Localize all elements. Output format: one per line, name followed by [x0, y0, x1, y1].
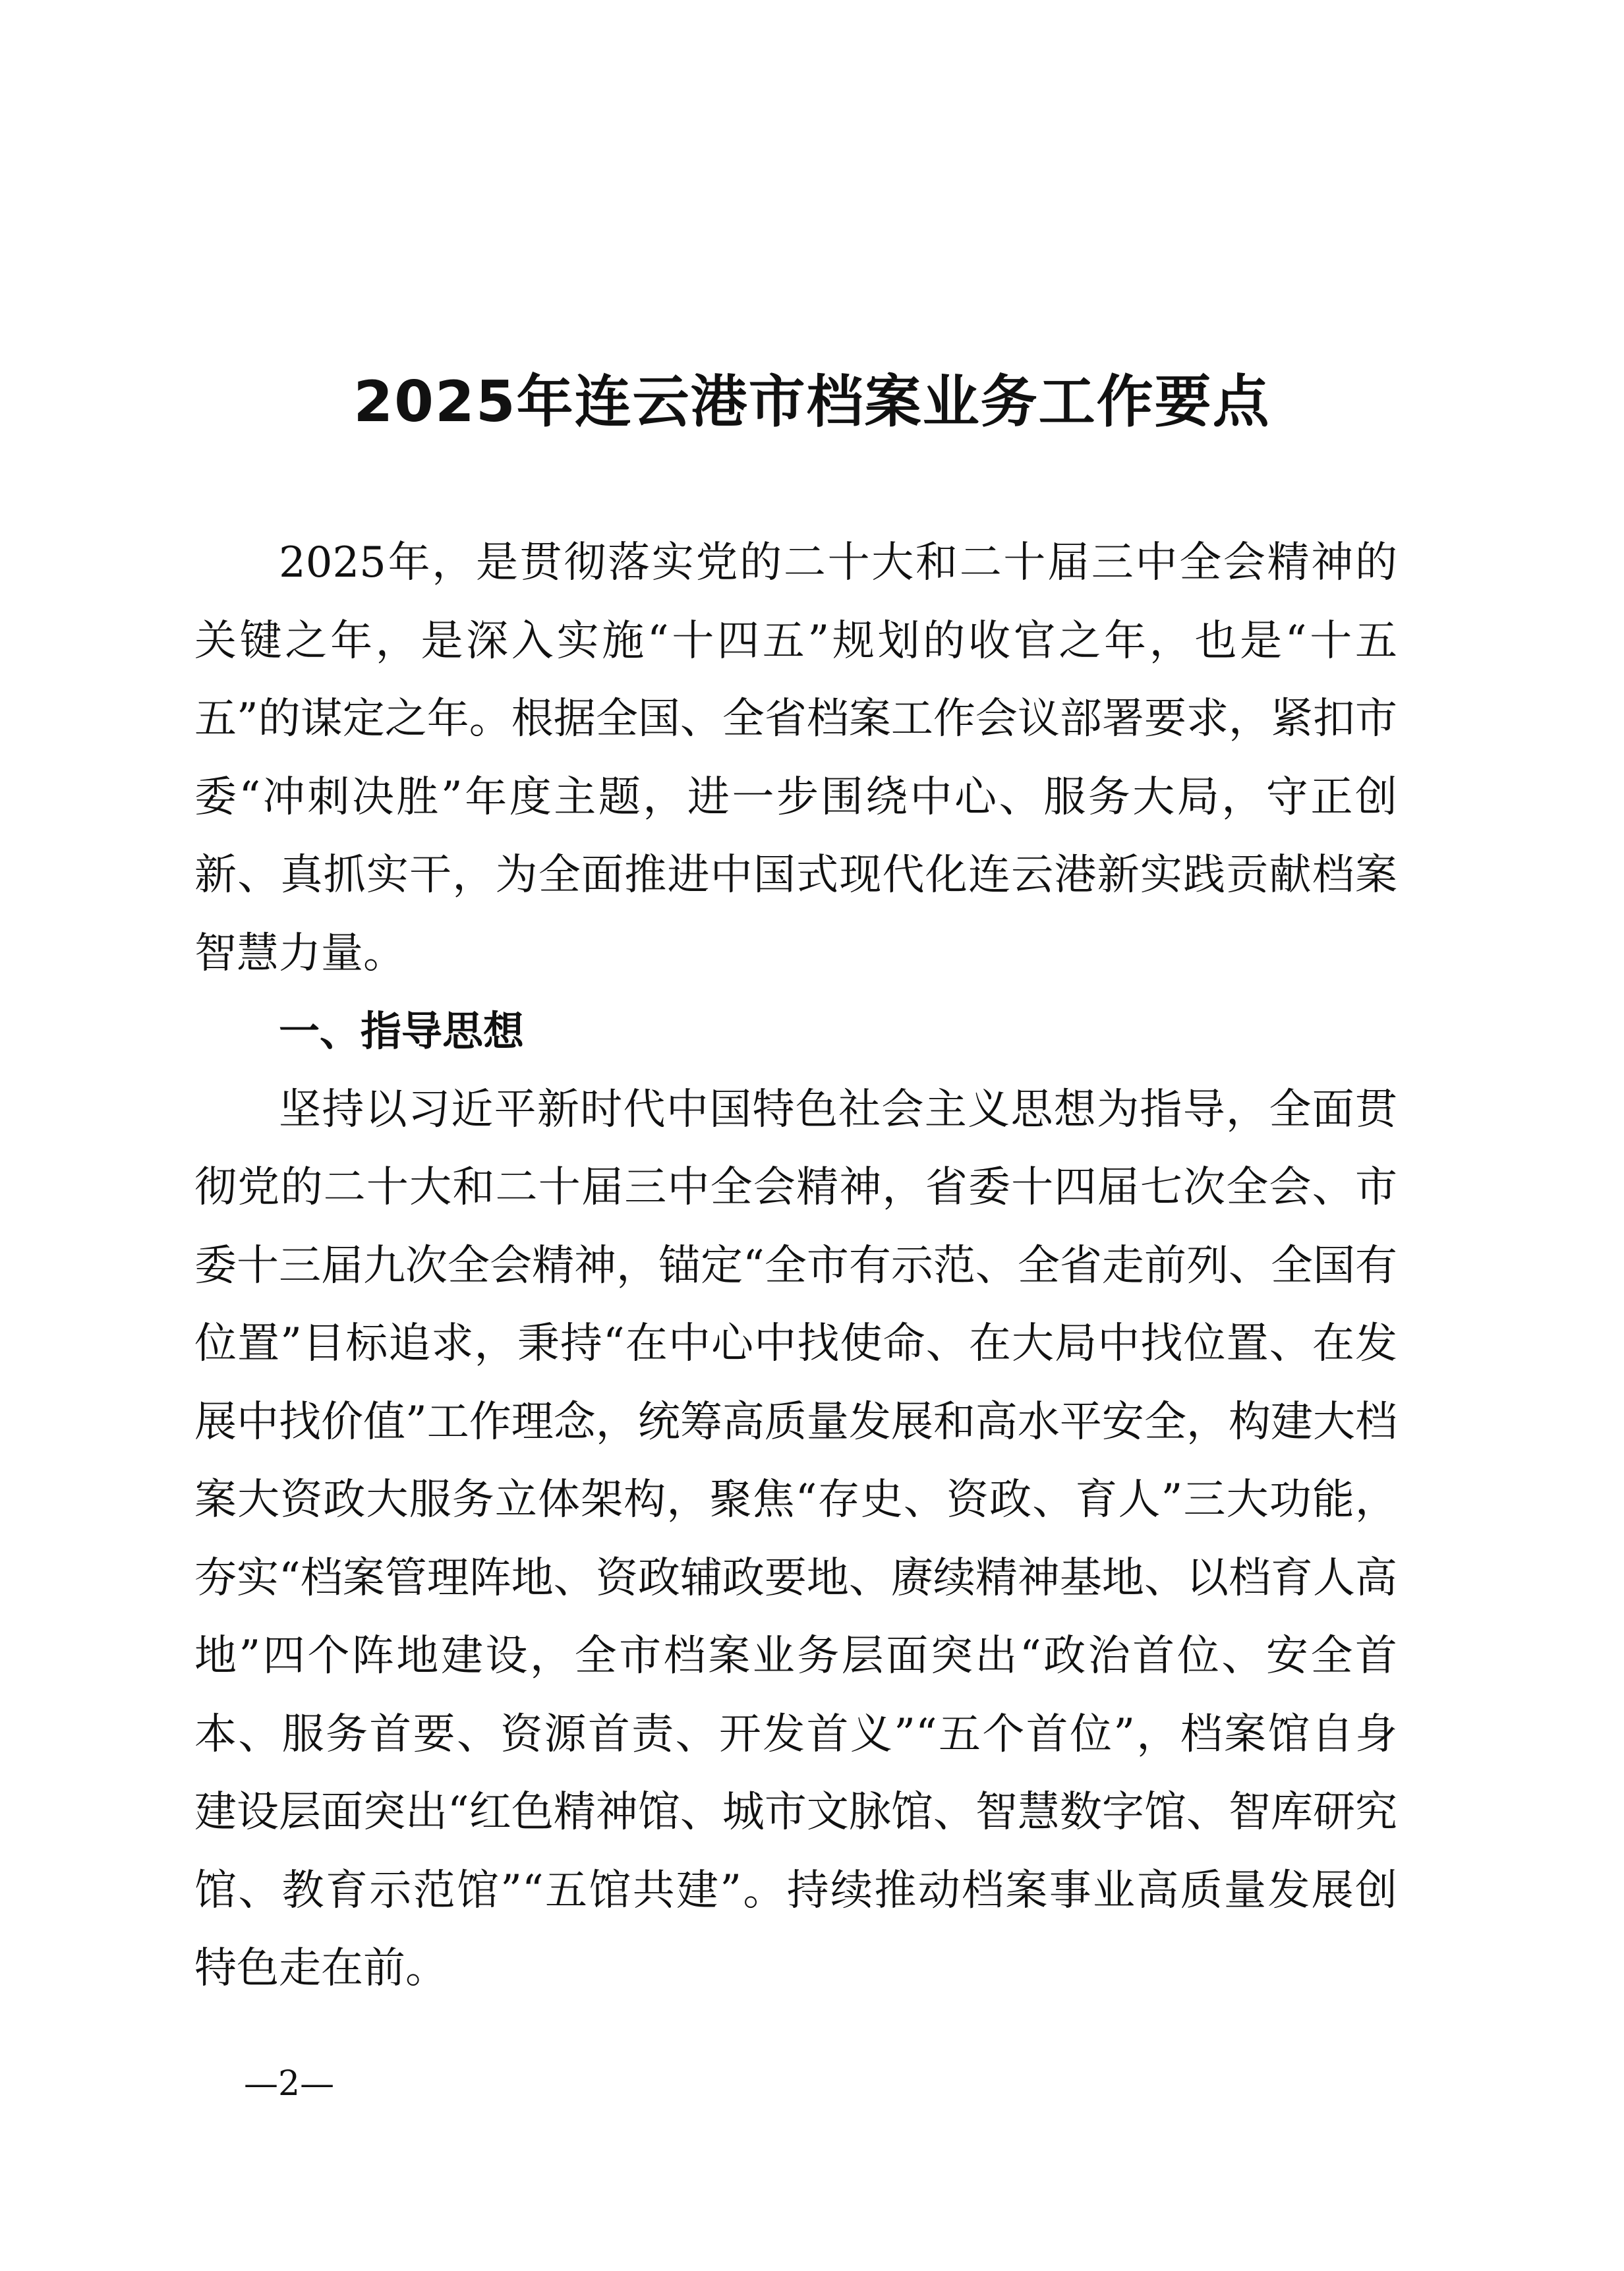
intro-paragraph: 2025年，是贯彻落实党的二十大和二十届三中全会精神的关键之年，是深入实施“十四五”规划的收官之年，也是“十五五”的谋定之年。根据全国、全省档案工作会议部署要求，紧扣市委“冲刺决胜”年度主题，进一步围绕中心、服务大局，守正创新、真抓实干，为全面推进中国式现代化连云港新实践贡献档案智慧力量。	[194, 538, 1397, 978]
guiding-ideology-paragraph: 坚持以习近平新时代中国特色社会主义思想为指导，全面贯彻党的二十大和二十届三中全会精神，省委十四届七次全会、市委十三届九次全会精神，锚定“全市有示范、全省走前列、全国有位置”目标追求，秉持“在中心中找使命、在大局中找位置、在发展中找价值”工作理念，统筹高质量发展和高水平安全，构建大档案大资政大服务立体架构，聚焦“存史、资政、育人”三大功能，夯实“档案管理阵地、资政辅政要地、赓续精神基地、以档育人高地”四个阵地建设，全市档案业务层面突出“政治首位、安全首本、服务首要、资源首责、开发首义”“五个首位”，档案馆自身建设层面突出“红色精神馆、城市文脉馆、智慧数字馆、智库研究馆、教育示范馆”“五馆共建”。持续推动档案事业高质量发展创特色走在前。	[194, 1085, 1397, 1993]
section-heading-guiding-ideology: 一、指导思想	[279, 1007, 525, 1055]
document-title: 2025年连云港市档案业务工作要点	[353, 369, 1271, 435]
document-body	[194, 524, 1397, 2008]
page-number: —2—	[244, 2064, 335, 2104]
